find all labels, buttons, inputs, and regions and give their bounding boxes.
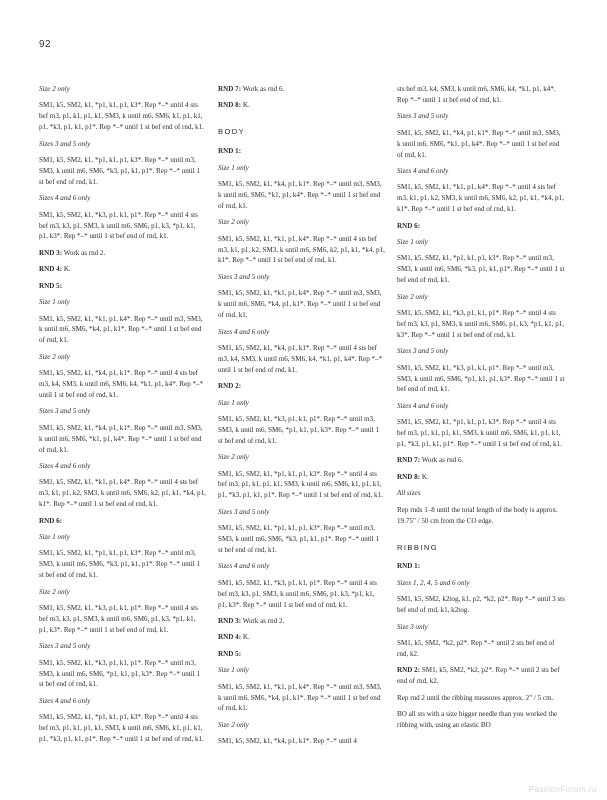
instruction-paragraph: SM1, k5, SM2, k1, *k3, p1, k1, p1*. Rep *–* until 4 sts bef m3, k3, p1, SM3, k until m6, SM6, p1, k3, *p1, k1, p1, k3*. Rep *–* until 1 st bef end of rnd, k1. bbox=[397, 309, 565, 339]
round-instruction bbox=[39, 516, 206, 527]
size-heading: Size 2 only bbox=[218, 720, 249, 729]
size-heading: Sizes 4 and 6 only bbox=[218, 562, 270, 571]
text-column-left bbox=[39, 84, 206, 751]
size-heading: All sizes bbox=[397, 489, 421, 498]
size-heading: Sizes 3 and 5 only bbox=[218, 507, 270, 516]
round-label: RND 3: bbox=[218, 617, 242, 626]
size-heading: Sizes 3 and 5 only bbox=[39, 407, 91, 416]
round-label: RND 4: bbox=[218, 633, 242, 642]
size-heading: Size 1 only bbox=[218, 398, 249, 407]
size-heading: Size 2 only bbox=[397, 292, 428, 301]
round-text: K. bbox=[421, 472, 429, 481]
size-heading: Sizes 4 and 6 only bbox=[39, 194, 91, 203]
instruction-paragraph: SM1, k5, SM2, k1, *k4, p1, k1*. Rep *–* until 4 bbox=[218, 737, 357, 746]
round-instruction bbox=[218, 616, 385, 627]
round-text: K. bbox=[242, 101, 250, 110]
round-label: RND 7: bbox=[218, 85, 242, 93]
round-label: RND 5: bbox=[218, 649, 242, 658]
instruction-paragraph: SM1, k5, SM2, k1, *p1, k1, p1, k3*. Rep *–* until m3, SM3, k until m6, SM6, *k3, p1, k1, p1*. Rep *–* until 1 st bef end of rnd, k1. bbox=[218, 524, 380, 554]
instruction-paragraph: SM1, k5, SM2, k1, *k1, p1, k4*. Rep *–* until m3, SM3, k until m6, SM6, *k4, p1, k1*. Rep *–* until 1 st bef end of rnd, k1. bbox=[218, 289, 382, 320]
round-instruction bbox=[39, 281, 206, 292]
instruction-paragraph: SM1, k5, SM2, *k2, p2*. Rep *–* until 2 sts bef end of rnd, k2. bbox=[397, 638, 555, 658]
round-label: RND 6: bbox=[39, 516, 63, 525]
size-heading: Sizes 3 and 5 only bbox=[397, 347, 449, 356]
round-instruction bbox=[218, 649, 385, 660]
instruction-paragraph: sts bef m3, k4, SM3, k until m6, SM6, k4, *k1, p1, k4*. Rep *–* until 1 st bef end of rnd, k1. bbox=[397, 85, 556, 104]
round-text: SM1, k5, SM2, *k2, p2*. Rep *–* until 2 sts bef end of rnd, k2. bbox=[397, 666, 560, 686]
instruction-paragraph: Rep rnds 1–8 until the total length of the body is approx. 19.75" / 50 cm from the CO edge. bbox=[397, 505, 558, 525]
instruction-paragraph: SM1, k5, SM2, k1, *p1, k1, p1, k3*. Rep *–* until 4 sts bef m3, p1, k1, p1, k1, SM3, k until m6, SM6, k1, p1, k1, p1, *k3, p1, k1, p1*. Rep *–* until 1 st bef end of rnd, k1. bbox=[39, 101, 204, 132]
size-heading: Size 1 only bbox=[397, 237, 428, 246]
round-text: Work as rnd 6. bbox=[242, 85, 285, 93]
size-heading: Size 2 only bbox=[39, 587, 70, 596]
instruction-paragraph: SM1, k5, SM2, k1, *p1, k1, p1, k3*. Rep *–* until 4 sts bef m3, p1, k1, p1, k1, SM3, k until m6, SM6, k1, p1, k1, p1, *k3, p1, k1, p1*. Rep *–* until 1 st bef end of rnd, k1. bbox=[218, 469, 383, 500]
round-instruction bbox=[397, 221, 565, 232]
round-text: Work as rnd 2. bbox=[63, 248, 106, 257]
instruction-paragraph: SM1, k5, SM2, k1, *k4, p1, k1*. Rep *–* until 4 sts bef m3, k4, SM3, k until m6, SM6, k4, *k1, p1, k4*. Rep *–* until 1 st bef end of rnd, k1. bbox=[218, 343, 383, 374]
round-text: K. bbox=[242, 633, 250, 642]
round-instruction bbox=[397, 665, 565, 687]
instruction-paragraph: SM1, k5, SM2, k1, *k1, p1, k4*. Rep *–* until 4 sts bef m3, k1, p1, k2, SM3, k until m6, SM6, k2, p1, k1, *k4, p1, k1*. Rep *–* until 1 st bef end of rnd, k1. bbox=[397, 183, 564, 214]
section-heading: BODY bbox=[218, 127, 246, 137]
size-heading: Sizes 1, 2, 4, 5 and 6 only bbox=[397, 578, 470, 587]
round-instruction bbox=[39, 248, 206, 259]
round-instruction bbox=[397, 472, 565, 483]
size-heading: Size 2 only bbox=[39, 85, 70, 93]
instruction-paragraph: SM1, k5, SM2, k1, *p1, k1, p1, k3*. Rep *–* until 4 sts bef m3, p1, k1, p1, k1, SM3, k until m6, SM6, k1, p1, k1, p1, *k3, p1, k1, p1*. Rep *–* until 1 st bef end of rnd, k1. bbox=[39, 713, 204, 744]
size-heading: Sizes 4 and 6 only bbox=[397, 401, 449, 410]
round-label: RND 2: bbox=[397, 666, 421, 675]
watermark: PassionForum.ru bbox=[528, 785, 597, 794]
instruction-paragraph: SM1, k5, SM2, k1, *k1, p1, k4*. Rep *–* until 4 sts bef m3, k1, p1, k2, SM3, k until m6, SM6, k2, p1, k1, *k4, p1, k1*. Rep *–* until 1 st bef end of rnd, k1. bbox=[218, 234, 385, 265]
round-label: RND 3: bbox=[39, 248, 63, 257]
round-instruction bbox=[397, 561, 565, 572]
size-heading: Size 3 only bbox=[397, 622, 428, 631]
round-label: RND 7: bbox=[397, 456, 421, 465]
instruction-paragraph: SM1, k5, SM2, k1, *k3, p1, k1, p1*. Rep *–* until m3, SM3, k until m6, SM6, *p1, k1, p1, k3*. Rep *–* until 1 st bef end of rnd, k1. bbox=[218, 414, 380, 445]
instruction-paragraph: SM1, k5, SM2, k1, *p1, k1, p1, k3*. Rep *–* until 4 sts bef m3, p1, k1, p1, k1, SM3, k until m6, SM6, k1, p1, k1, p1, *k3, p1, k1, p1*. Rep *–* until 1 st bef end of rnd, k1. bbox=[397, 418, 562, 449]
instruction-paragraph: SM1, k5, SM2, k1, *k1, p1, k4*. Rep *–* until m3, SM3, k until m6, SM6, *k4, p1, k1*. Rep *–* until 1 st bef end of rnd, k1. bbox=[39, 314, 203, 345]
round-label: RND 8: bbox=[397, 472, 421, 481]
round-instruction bbox=[39, 264, 206, 275]
round-text: K. bbox=[63, 265, 71, 274]
instruction-paragraph: SM1, k5, SM2, k1, *k3, p1, k1, p1*. Rep *–* until 4 sts bef m3, k3, p1, SM3, k until m6, SM6, p1, k3, *p1, k1, p1, k3*. Rep *–* until 1 st bef end of rnd, k1. bbox=[218, 578, 377, 609]
size-heading: Sizes 3 and 5 only bbox=[397, 112, 449, 121]
size-heading: Sizes 4 and 6 only bbox=[39, 696, 91, 705]
text-column-middle bbox=[218, 84, 385, 753]
instruction-paragraph: SM1, k5, SM2, k1, *k4, p1, k1*. Rep *–* until m3, SM3, k until m6, SM6, *k1, p1, k4*. Rep *–* until 1 st bef end of rnd, k1. bbox=[39, 423, 203, 454]
size-heading: Sizes 4 and 6 only bbox=[397, 166, 449, 175]
instruction-paragraph: Rep rnd 2 until the ribbing measures approx. 2" / 5 cm. bbox=[397, 693, 554, 702]
section-heading: RIBBING bbox=[397, 542, 439, 552]
size-heading: Sizes 4 and 6 only bbox=[39, 461, 91, 470]
round-label: RND 4: bbox=[39, 265, 63, 274]
instruction-paragraph: SM1, k5, SM2, k1, *k3, p1, k1, p1*. Rep *–* until m3, SM3, k until m6, SM6, *p1, k1, p1, k3*. Rep *–* until 1 st bef end of rnd, k1. bbox=[39, 658, 201, 689]
size-heading: Size 2 only bbox=[39, 352, 70, 361]
instruction-paragraph: SM1, k5, SM2, k1, *k4, p1, k1*. Rep *–* until m3, SM3, k until m6, SM6, *k1, p1, k4*. Rep *–* until 1 st bef end of rnd, k1. bbox=[397, 128, 561, 159]
size-heading: Size 1 only bbox=[218, 666, 249, 675]
instruction-paragraph: SM1, k5, SM2, k1, *k4, p1, k1*. Rep *–* until m3, SM3, k until m6, SM6, *k1, p1, k4*. Rep *–* until 1 st bef end of rnd, k1. bbox=[218, 180, 382, 210]
instruction-paragraph: SM1, k5, SM2, k1, *k1, p1, k4*. Rep *–* until m3, SM3, k until m6, SM6, *k4, p1, k1*. Rep *–* until 1 st bef end of rnd, k1. bbox=[218, 682, 382, 713]
size-heading: Size 1 only bbox=[39, 533, 70, 541]
instruction-paragraph: SM1, k5, SM2, k1, *p1, k1, p1, k3*. Rep *–* until m3, SM3, k until m6, SM6, *k3, p1, k1, p1*. Rep *–* until 1 st bef end of rnd, k1. bbox=[39, 549, 201, 580]
round-instruction bbox=[397, 455, 565, 466]
round-instruction bbox=[218, 146, 385, 157]
instruction-paragraph: SM1, k5, SM2, k1, *k4, p1, k1*. Rep *–* until 4 sts bef m3, k4, SM3, k until m6, SM6, k4, *k1, p1, k4*. Rep *–* until 1 st bef end of rnd, k1. bbox=[39, 369, 204, 399]
round-text: Work as rnd 6. bbox=[421, 456, 464, 465]
instruction-paragraph: SM1, k5, SM2, k1, *p1, k1, p1, k3*. Rep *–* until m3, SM3, k until m6, SM6, *k3, p1, k1, p1*. Rep *–* until 1 st bef end of rnd, k1. bbox=[397, 254, 565, 285]
round-instruction bbox=[218, 632, 385, 643]
page-number: 92 bbox=[39, 39, 52, 50]
instruction-paragraph: SM1, k5, SM2, k1, *k3, p1, k1, p1*. Rep *–* until 4 sts bef m3, k3, p1, SM3, k until m6, SM6, p1, k3, *p1, k1, p1, k3*. Rep *–* until 1 st bef end of rnd, k1. bbox=[39, 210, 198, 241]
text-column-right bbox=[397, 84, 565, 736]
size-heading: Size 2 only bbox=[218, 453, 249, 462]
instruction-paragraph: SM1, k5, SM2, k2tog, k1, p2, *k2, p2*. Rep *–* until 3 sts bef end of rnd, k1, k2tog. bbox=[397, 595, 565, 615]
size-heading: Size 1 only bbox=[39, 298, 70, 307]
round-label: RND 1: bbox=[397, 562, 421, 571]
round-label: RND 5: bbox=[39, 281, 63, 290]
size-heading: Sizes 3 and 5 only bbox=[39, 642, 91, 651]
size-heading: Sizes 4 and 6 only bbox=[218, 327, 270, 336]
round-label: RND 1: bbox=[218, 147, 242, 156]
round-label: RND 8: bbox=[218, 101, 242, 110]
size-heading: Sizes 3 and 5 only bbox=[39, 139, 91, 148]
round-instruction bbox=[218, 381, 385, 392]
instruction-paragraph: SM1, k5, SM2, k1, *k3, p1, k1, p1*. Rep *–* until 4 sts bef m3, k3, p1, SM3, k until m6, SM6, p1, k3, *p1, k1, p1, k3*. Rep *–* until 1 st bef end of rnd, k1. bbox=[39, 604, 198, 634]
round-label: RND 6: bbox=[397, 221, 421, 230]
size-heading: Size 1 only bbox=[218, 163, 249, 172]
instruction-paragraph: SM1, k5, SM2, k1, *k3, p1, k1, p1*. Rep *–* until m3, SM3, k until m6, SM6, *p1, k1, p1, k3*. Rep *–* until 1 st bef end of rnd, k1. bbox=[397, 363, 565, 394]
instruction-paragraph: SM1, k5, SM2, k1, *k1, p1, k4*. Rep *–* until 4 sts bef m3, k1, p1, k2, SM3, k until m6, SM6, k2, p1, k1, *k4, p1, k1*. Rep *–* until 1 st bef end of rnd, k1. bbox=[39, 478, 206, 509]
round-instruction bbox=[218, 84, 385, 95]
round-text: Work as rnd 2. bbox=[242, 617, 285, 626]
instruction-paragraph: SM1, k5, SM2, k1, *p1, k1, p1, k3*. Rep *–* until m3, SM3, k until m6, SM6, *k3, p1, k1, p1*. Rep *–* until 1 st bef end of rnd, k1. bbox=[39, 156, 201, 186]
round-label: RND 2: bbox=[218, 382, 242, 391]
size-heading: Sizes 3 and 5 only bbox=[218, 272, 270, 281]
instruction-paragraph: BO all sts with a size bigger needle than you worked the ribbing with, using an elastic BO bbox=[397, 709, 558, 729]
size-heading: Size 2 only bbox=[218, 218, 249, 227]
round-instruction bbox=[218, 100, 385, 111]
